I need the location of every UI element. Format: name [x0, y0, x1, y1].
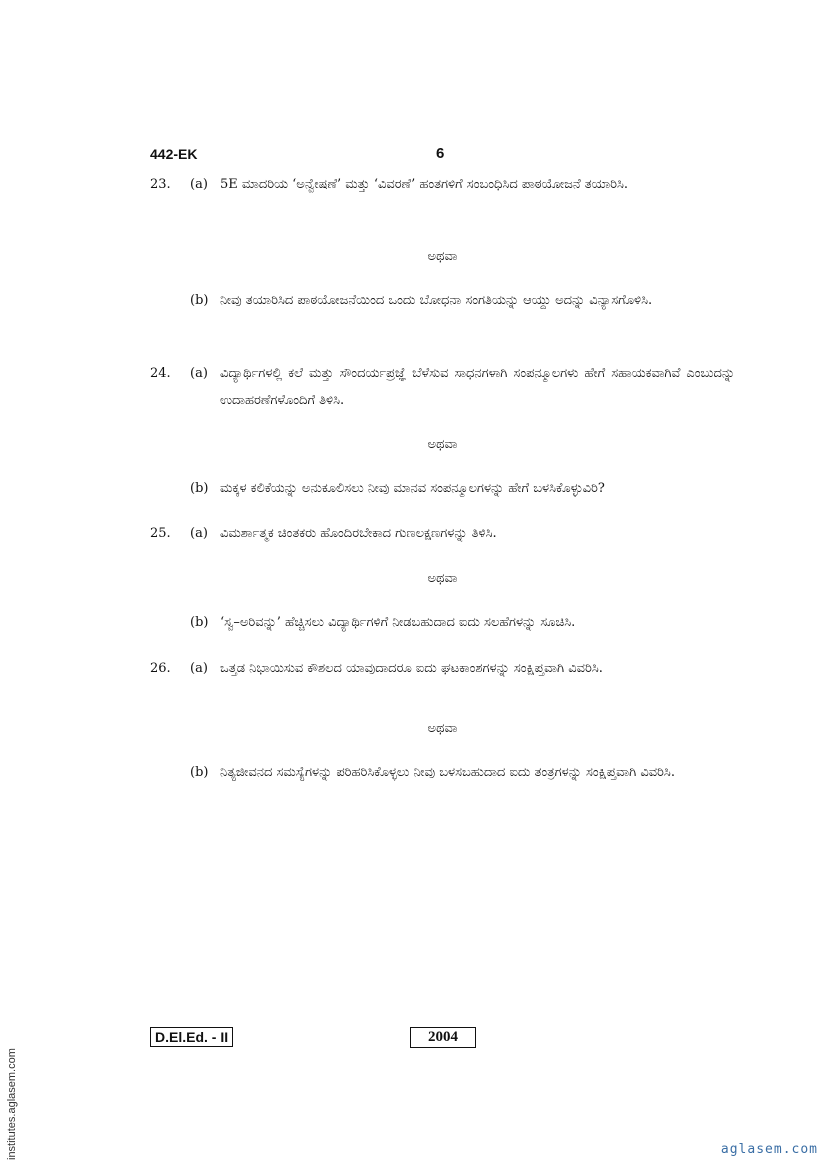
or-separator: ಅಥವಾ: [427, 721, 458, 736]
course-label: D.El.Ed. - II: [150, 1027, 233, 1047]
option-label: (a): [190, 526, 208, 541]
option-label: (b): [190, 765, 209, 780]
option-text: ನೀವು ತಯಾರಿಸಿದ ಪಾಠಯೋಜನೆಯಿಂದ ಒಂದು ಬೋಧನಾ ಸಂಗತಿಯನ್ನು ಆಯ್ದು ಅದನ್ನು ವಿನ್ಯಾಸಗೊಳಿಸಿ.: [220, 293, 653, 308]
option-text: ಮಕ್ಕಳ ಕಲಿಕೆಯನ್ನು ಅನುಕೂಲಿಸಲು ನೀವು ಮಾನವ ಸಂಪನ್ಮೂಲಗಳನ್ನು ಹೇಗೆ ಬಳಸಿಕೊಳ್ಳುವಿರಿ?: [220, 481, 605, 496]
question-number: 25.: [150, 526, 171, 541]
side-watermark: institutes.aglasem.com: [6, 1048, 18, 1160]
page-number: 6: [436, 145, 445, 162]
or-separator: ಅಥವಾ: [427, 571, 458, 586]
brand-watermark: aglasem.com: [720, 1142, 818, 1157]
option-label: (b): [190, 293, 209, 308]
option-label: (a): [190, 366, 208, 381]
or-separator: ಅಥವಾ: [427, 437, 458, 452]
option-label: (b): [190, 615, 209, 630]
paper-code: 442-EK: [150, 146, 198, 162]
option-text: ವಿಮರ್ಶಾತ್ಮಕ ಚಿಂತಕರು ಹೊಂದಿರಬೇಕಾದ ಗುಣಲಕ್ಷಣಗಳನ್ನು ತಿಳಿಸಿ.: [220, 526, 497, 541]
question-number: 24.: [150, 366, 171, 381]
option-label: (a): [190, 177, 208, 192]
option-text: ವಿದ್ಯಾರ್ಥಿಗಳಲ್ಲಿ ಕಲೆ ಮತ್ತು ಸೌಂದರ್ಯಪ್ರಜ್ಞೆ ಬೆಳೆಸುವ ಸಾಧನಗಳಾಗಿ ಸಂಪನ್ಮೂಲಗಳು ಹೇಗೆ ಸಹಾಯಕವಾಗಿವೆ ಎಂಬುದನ್ನು ಉದಾಹರಣೆಗಳೊಂದಿಗೆ ತಿಳಿಸಿ.: [220, 366, 735, 408]
question-number: 23.: [150, 177, 171, 192]
question-number: 26.: [150, 661, 171, 676]
option-text: ‘ಸ್ವ–ಅರಿವನ್ನು’ ಹೆಚ್ಚಿಸಲು ವಿದ್ಯಾರ್ಥಿಗಳಿಗೆ ನೀಡಬಹುದಾದ ಐದು ಸಲಹೆಗಳನ್ನು ಸೂಚಿಸಿ.: [220, 615, 576, 630]
option-label: (a): [190, 661, 208, 676]
footer-code: 2004: [410, 1027, 476, 1048]
option-text: ಒತ್ತಡ ನಿಭಾಯಿಸುವ ಕೌಶಲದ ಯಾವುದಾದರೂ ಐದು ಘಟಕಾಂಶಗಳನ್ನು ಸಂಕ್ಷಿಪ್ತವಾಗಿ ವಿವರಿಸಿ.: [220, 661, 603, 676]
option-text: 5E ಮಾದರಿಯ ‘ಅನ್ವೇಷಣೆ’ ಮತ್ತು ‘ವಿವರಣೆ’ ಹಂತಗಳಿಗೆ ಸಂಬಂಧಿಸಿದ ಪಾಠಯೋಜನೆ ತಯಾರಿಸಿ.: [220, 177, 629, 192]
option-label: (b): [190, 481, 209, 496]
option-text: ನಿತ್ಯಜೀವನದ ಸಮಸ್ಯೆಗಳನ್ನು ಪರಿಹರಿಸಿಕೊಳ್ಳಲು ನೀವು ಬಳಸಬಹುದಾದ ಐದು ತಂತ್ರಗಳನ್ನು ಸಂಕ್ಷಿಪ್ತವಾಗಿ ವಿವರಿಸಿ.: [220, 765, 675, 780]
or-separator: ಅಥವಾ: [427, 249, 458, 264]
